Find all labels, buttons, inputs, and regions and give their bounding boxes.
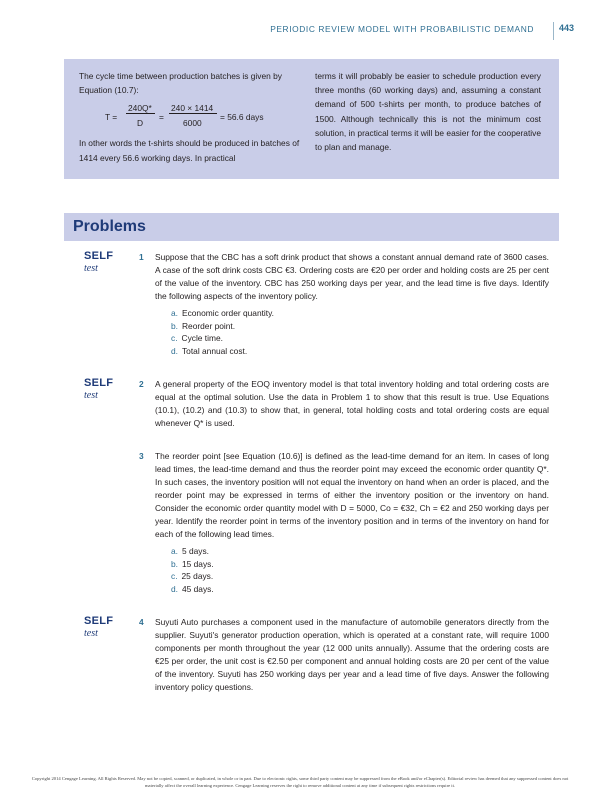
test-label: test [84, 628, 98, 639]
subpart-text: 45 days. [182, 583, 214, 594]
subpart-item [171, 307, 549, 320]
subpart-letter: d. [171, 583, 178, 594]
subpart-letter: b. [171, 320, 178, 331]
equation-lhs: T = [105, 112, 118, 123]
subpart-letter: a. [171, 546, 178, 556]
self-test-tag [84, 250, 128, 275]
equation-denominator-2: 6000 [183, 118, 202, 129]
subpart-letter: c. [171, 333, 178, 344]
subpart-letter: d. [171, 345, 178, 356]
subpart-text: Cycle time. [181, 333, 223, 344]
subpart-item [171, 583, 549, 596]
self-test-tag [84, 615, 128, 640]
problems-heading: Problems [73, 218, 146, 235]
subpart-text: 15 days. [182, 558, 214, 569]
problems-heading-band [64, 213, 559, 241]
test-label: test [84, 390, 98, 401]
problem-2 [139, 378, 549, 430]
problem-subparts [171, 307, 549, 357]
equation-result: = 56.6 days [220, 112, 264, 123]
running-header-title: PERIODIC REVIEW MODEL WITH PROBABILISTIC DEMAND [270, 24, 534, 34]
problem-number: 3 [139, 451, 144, 461]
subpart-item [171, 545, 549, 558]
subpart-text: Economic order quantity. [182, 308, 275, 318]
problem-1 [139, 251, 549, 357]
subpart-text: Total annual cost. [182, 345, 248, 356]
self-label: SELF [84, 615, 114, 627]
subpart-letter: a. [171, 308, 178, 318]
problem-text: Suyuti Auto purchases a component used in the manufacture of automobile generators directly from the supplier. Suyuti's generator production operation, which is operated at a constant rate, will require 1000 components per month throughout the year (12 000 units annually). Assume that the ordering costs are €25 per order, the unit cost is €2.50 per component and annual holding costs are 20 per cent of the value of the inventory. Suyuti has 250 working days per year and a lead time of five days. Answer the following inventory policy questions. [155, 617, 549, 692]
problem-number: 1 [139, 252, 144, 262]
subpart-item [171, 570, 549, 583]
subpart-item [171, 345, 549, 358]
test-label: test [84, 263, 98, 274]
problem-number: 2 [139, 379, 144, 389]
subpart-letter: b. [171, 558, 178, 569]
fraction-bar-1 [126, 113, 155, 114]
equation-denominator-1: D [137, 118, 144, 129]
equation-equals: = [159, 112, 164, 123]
page-number: 443 [559, 23, 575, 33]
equation-numerator-1: 240Q* [128, 103, 152, 114]
subpart-letter: c. [171, 571, 178, 582]
problem-3 [139, 450, 549, 595]
problem-text: The reorder point [see Equation (10.6)] is defined as the lead-time demand for an item. In cases of long lead times, the lead-time demand and thus the reorder point may exceed the economic order quantity Q*. In such cases, the inventory position will not equal the inventory on hand when an order is placed, and the reorder point may be expressed in terms of either the inventory position or the inventory on hand. Consider the economic order quantity model with D = 5000, Co = €32, Ch = €2 and 250 working days per year. Identify the reorder point in terms of the inventory position and in terms of the inventory on hand for each of the following lead times. [155, 451, 549, 539]
box-conclusion-text: In other words the t-shirts should be produced in batches of 1414 every 56.6 working days. In practical [79, 138, 300, 163]
fraction-bar-2 [169, 113, 217, 114]
problem-text: Suppose that the CBC has a soft drink product that shows a constant annual demand rate of 3600 cases. A case of the soft drink costs CBC €3. Ordering costs are €20 per order and holding costs are 25 per cent of the value of the inventory. CBC has 250 working days per year, and the lead time is five days. Identify the following aspects of the inventory policy. [155, 252, 549, 301]
header-divider [553, 22, 554, 40]
problem-number: 4 [139, 617, 144, 627]
worked-example-box [64, 59, 559, 179]
subpart-text: 5 days. [182, 546, 210, 556]
self-label: SELF [84, 250, 114, 262]
subpart-item [171, 320, 549, 333]
box-intro-text: The cycle time between production batches is given by Equation (10.7): [79, 71, 282, 96]
equation-numerator-2: 240 × 1414 [171, 103, 214, 114]
subpart-text: Reorder point. [182, 320, 236, 331]
problem-subparts [171, 545, 549, 595]
box-left-column [79, 69, 301, 165]
self-test-tag [84, 377, 128, 402]
cycle-time-equation [79, 100, 301, 130]
subpart-item [171, 558, 549, 571]
problem-text: A general property of the EOQ inventory model is that total inventory holding and total ordering costs are equal at the optimal solution. Use the data in Problem 1 to show that this result is true. Use Equations (10.1), (10.2) and (10.3) to show that, in general, total holding costs and total ordering costs are equal whenever Q* is used. [155, 379, 549, 428]
self-label: SELF [84, 377, 114, 389]
running-header [0, 22, 600, 38]
subpart-item [171, 332, 549, 345]
box-right-column [315, 69, 541, 154]
copyright-footer: Copyright 2014 Cengage Learning. All Rights Reserved. May not be copied, scanned, or duplicated, in whole or in part. Due to electronic rights, some third party content may be suppressed from the eBook and/or eChapter(s). Editorial review has deemed that any suppressed content does not materially affect the overall learning experience. Cengage Learning reserves the right to remove additional content at any time if subsequent rights restrictions require it. [31, 776, 569, 788]
subpart-text: 25 days. [181, 571, 214, 582]
box-right-text: terms it will probably be easier to schedule production every three months (60 working days) and, assuming a constant demand of 500 t-shirts per month, to produce batches of 1500. Although technically this is not the minimum cost solution, in practical terms it will be easier for the cooperative to plan and manage. [315, 71, 541, 153]
problem-4 [139, 616, 549, 694]
